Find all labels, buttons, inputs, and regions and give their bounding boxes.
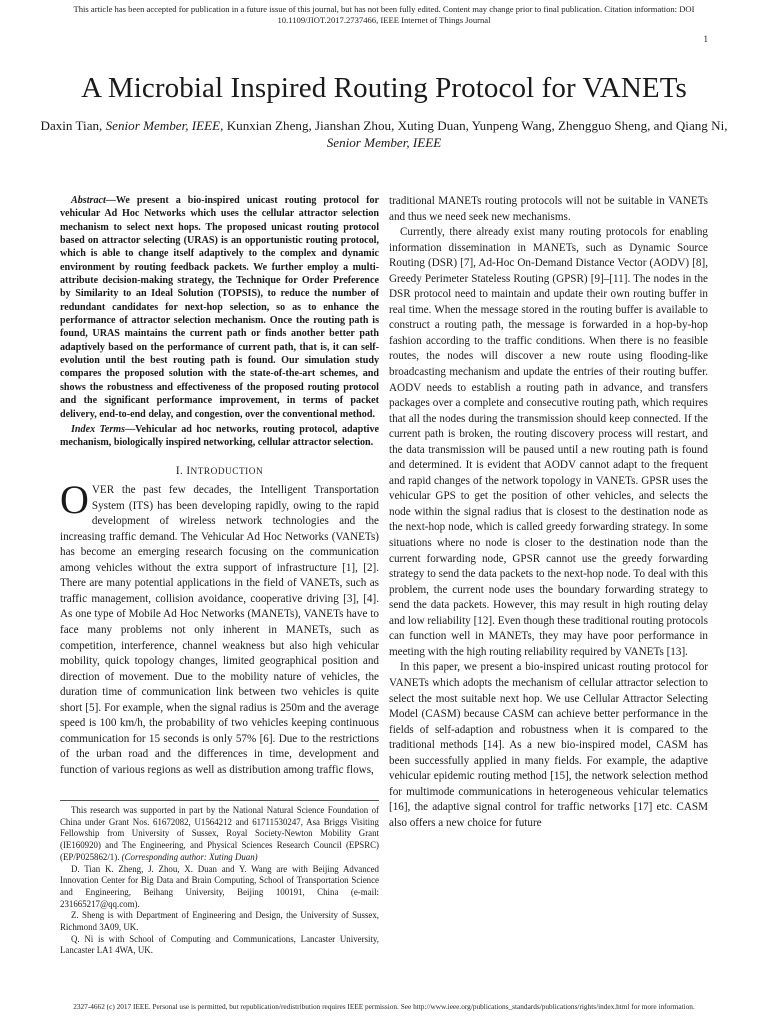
index-terms	[60, 423, 379, 450]
index-terms-text: —Vehicular ad hoc networks, routing protocol, adaptive mechanism, biologically inspired networking, cellular attractor selection.	[60, 423, 379, 449]
abstract	[60, 194, 379, 421]
publication-notice: This article has been accepted for publication in a future issue of this journal, but has not been fully edited. Content may change prior to final publication. Citation information: DOI 10.1109/JIOT.2017.2737466, IEEE Internet of Things Journal	[73, 4, 695, 25]
footnote-affiliation-sussex: Z. Sheng is with Department of Engineering and Design, the University of Sussex, Richmond 3A09, UK.	[60, 910, 379, 933]
paper-title: A Microbial Inspired Routing Protocol for VANETs	[81, 72, 687, 104]
section-title-rest: NTRODUCTION	[190, 466, 264, 477]
left-column	[60, 194, 379, 778]
footnote-affiliation-lancaster: Q. Ni is with School of Computing and Communications, Lancaster University, Lancaster LA1 4WA, UK.	[60, 933, 379, 956]
author-role-2: Senior Member, IEEE	[326, 135, 442, 150]
index-terms-label: Index Terms	[71, 423, 126, 435]
section-title-initial: I	[186, 464, 191, 477]
authors-text-1: Daxin Tian,	[40, 118, 106, 133]
page-number: 1	[703, 34, 708, 44]
footnote-funding-text: This research was supported in part by the National Natural Science Foundation of China under Grant Nos. 61672082, U1564212 and 61711530247, Asa Briggs Visiting Fellowship from University of Sussex, Royal Society-Newton Mobility Grant (IE160920) and The Engineering, and Physical Sciences Research Council (EPSRC) (EP/P025862/1).	[60, 805, 379, 862]
abstract-label: Abstract	[71, 195, 106, 206]
footnote-affiliation-beihang: D. Tian K. Zheng, J. Zhou, X. Duan and Y. Wang are with Beijing Advanced Innovation Center for Big Data and Brain Computing, School of Transportation Science and Engineering, Beihang University, Beijing 100191, China (e-mail: 231665217@qq.com).	[60, 863, 379, 909]
intro-paragraph-2: Currently, there already exist many routing protocols for enabling information dissemination in MANETs, such as Dynamic Source Routing (DSR) [7], Ad-Hoc On-Demand Distance Vector (AODV) [8], Greedy Perimeter Stateless Routing (GPSR) [9]–[11]. The nodes in the DSR protocol need to maintain and update their own routing buffer in real time. When the message stored in the routing buffer is available to construct a routing path, the message is forwarded in a hop-by-hop fashion according to the traffic conditions. When there is no feasible routes, the nodes will discover a new route using flooding-like broadcasting mechanism and update the entries of their routing buffer. AODV needs to establish a routing path in advance, and transfers packages over a complete and consecutive routing path, which requires that all the nodes during the transmission should keep connected. If the current path is broken, the routing discovery process will restart, and the data transmission will be paused until a new routing path is found and determined. It is evident that AODV cannot adapt to the frequent and rapid changes of the network topology in VANETs. GPSR uses the vehicular GPS to get the position of other vehicles, and selects the node within the signal radius that is closest to the destination node as the next-hop node, which is called greedy forwarding strategy. In some situations where no node is closer to the destination node than the current forwarding node, GPSR cannot use the greedy forwarding strategy to send the data packets to the next-hop node. To deal with this problem, the current node uses the boundary forwarding strategy to send the data packets. However, this may result in high routing delay and low reliability [12]. Even though these traditional routing protocols can function well in MANETs, they may have poor performance in meeting with the high routing reliability required by VANETs [13].	[389, 226, 708, 658]
section-heading-introduction	[60, 464, 379, 481]
copyright-footer: 2327-4662 (c) 2017 IEEE. Personal use is permitted, but republication/redistribution requires IEEE permission. See http://www.ieee.org/publications_standards/publications/rights/index.html for more information.	[73, 1002, 695, 1011]
abstract-text: —We present a bio-inspired unicast routing protocol for vehicular Ad Hoc Networks which uses the cellular attractor selection mechanism to select next hops. The proposed unicast routing protocol based on attractor selecting (URAS) is an opportunistic routing protocol, which is able to change itself adaptively to the complex and dynamic environment by routing feedback packets. We further employ a multi-attribute decision-making strategy, the Technique for Order Preference by Similarity to an Ideal Solution (TOPSIS), to reduce the number of redundant candidates for next-hop selection, so as to enhance the performance of attractor selection mechanism. Once the routing path is found, URAS maintains the current path or finds another better path adaptively based on the performance of current path, that is, it can self-evolution until the best routing path is found. Our simulation study compares the proposed solution with the state-of-the-art schemes, and shows the robustness and effectiveness of the proposed routing protocol and the significant performance improvement, in terms of packet delivery, end-to-end delay, and congestion, over the conventional method.	[60, 195, 379, 420]
footnote-funding	[60, 805, 379, 864]
intro-paragraph-1	[60, 477, 379, 778]
footnote-corresponding-author: (Corresponding author: Xuting Duan)	[121, 851, 258, 862]
author-role-1: Senior Member, IEEE,	[105, 118, 224, 133]
intro-paragraph-1-continued: traditional MANETs routing protocols will not be suitable in VANETs and thus we need seek new mechanisms.	[389, 195, 708, 223]
authors-text-2: Kunxian Zheng, Jianshan Zhou, Xuting Duan, Yunpeng Wang, Zhengguo Sheng, and Qiang Ni,	[223, 118, 728, 133]
drop-cap: O	[60, 477, 89, 523]
section-numeral: I.	[175, 464, 187, 477]
intro-paragraph-1-text: VER the past few decades, the Intelligent Transportation System (ITS) has been developing rapidly, owing to the rapid development of wireless network technologies and the increasing traffic demand. The Vehicular Ad Hoc Networks (VANETs) has become an emerging research focusing on the communication among vehicles without the extra support of infrastructure [1], [2]. There are many potential applications in the field of VANETs, such as traffic management, collision avoidance, cooperative driving [3], [4]. As one type of Mobile Ad Hoc Networks (MANETs), VANETs have to face many problems not only inherent in MANETs, such as competition, interference, channel weakness but also high vehicular mobility, quick topology changes, limited geographical position and direction of movement. Due to the mobility nature of vehicles, the duration time of communication link between two vehicles is quite short [5]. For example, when the signal radius is 250m and the average speed is 100 km/h, the probability of two vehicles keeping continuous communication for 15 seconds is only 57% [6]. Due to the restrictions of the urban road and the differences in time, development and function of various regions as well as distribution among traffic flows,	[60, 484, 379, 776]
footnotes	[60, 800, 379, 957]
intro-paragraph-3: In this paper, we present a bio-inspired unicast routing protocol for VANETs which adopts the mechanism of cellular attractor selection to select the most suitable next hop. We use Cellular Attractor Selecting Model (CASM) because CASM can achieve better performance in the fields of self-adaption and robustness when it is compared to the traditional methods [14]. As a new bio-inspired model, CASM has been successfully applied in many fields. For example, the adaptive vehicular epidemic routing method [15], the network selection method for multimode communications in heterogeneous vehicular telematics [16], the adaptive signal control for traffic networks [17] etc. CASM also offers a new choice for future	[389, 661, 708, 829]
author-list	[40, 117, 728, 151]
right-column	[389, 194, 708, 831]
